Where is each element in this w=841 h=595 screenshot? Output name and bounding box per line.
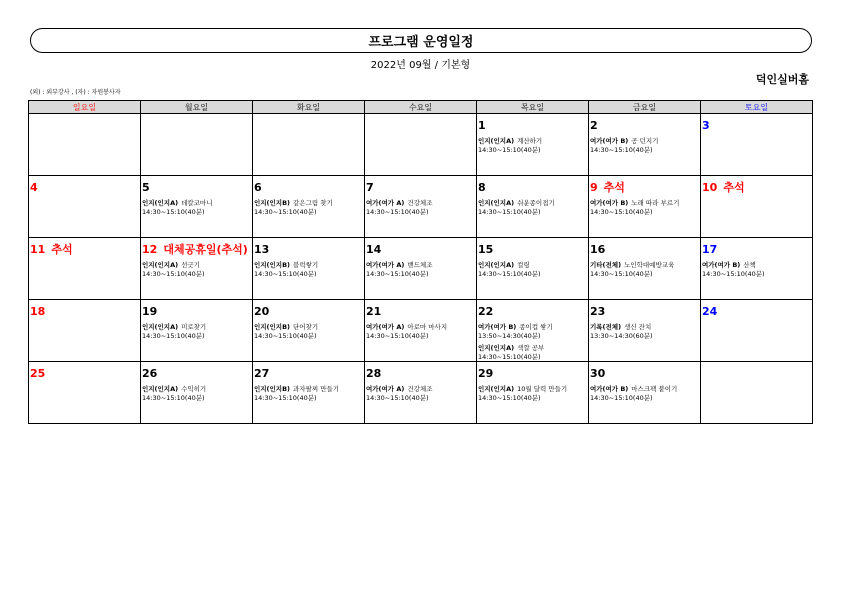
program-time: 14:30~15:10(40분): [254, 208, 317, 216]
program-time: 14:30~15:10(40분): [478, 146, 541, 154]
program-category: 여가(여가 A): [366, 385, 405, 393]
program-entry: [254, 195, 363, 208]
day-cell: [29, 114, 141, 176]
program-time: 13:50~14:30(40분): [478, 332, 541, 340]
program-time: 14:30~15:10(40분): [142, 208, 205, 216]
page-subtitle: 2022년 09월 / 기본형: [370, 60, 471, 71]
program-entry: [478, 319, 587, 332]
program-category: 인지(인지B): [254, 261, 291, 269]
program-entry: [366, 195, 475, 208]
program-activity: 노래 따라 부르기: [631, 199, 680, 207]
program-time: 14:30~15:10(40분): [478, 208, 541, 216]
program-category: 여가(여가 B): [478, 323, 517, 331]
program-category: 인지(인지A): [142, 261, 179, 269]
day-number: 22: [478, 305, 494, 318]
day-cell: [589, 176, 701, 238]
program-category: 기타(전체): [590, 261, 622, 269]
day-cell: [253, 114, 365, 176]
day-number: 7: [366, 181, 374, 194]
day-cell: [141, 362, 253, 424]
program-time: 14:30~15:10(40분): [142, 394, 205, 402]
legend-note: (외) : 외부강사 , (자) : 자원봉사자: [30, 89, 121, 96]
day-cell: [141, 238, 253, 300]
program-activity: 10월 달력 만들기: [517, 385, 568, 393]
day-number: 28: [366, 367, 382, 380]
day-cell: [365, 176, 477, 238]
day-cell: [253, 362, 365, 424]
weekday-header-row: [29, 101, 813, 114]
day-number: 4: [30, 181, 38, 194]
program-category: 인지(인지B): [254, 323, 291, 331]
program-category: 여가(여가 B): [590, 385, 629, 393]
day-number: 16: [590, 243, 606, 256]
program-activity: 아로마 마사지: [407, 323, 448, 331]
day-number: 21: [366, 305, 382, 318]
day-number: 15: [478, 243, 494, 256]
holiday-label: 대체공휴일(추석): [163, 243, 248, 256]
program-activity: 건강체조: [407, 199, 433, 207]
weekday-header-wed: 수요일: [365, 101, 477, 114]
day-cell: [589, 300, 701, 362]
program-entry: [590, 133, 699, 146]
program-activity: 밴드체조: [407, 261, 433, 269]
program-category: 인지(인지A): [478, 199, 515, 207]
day-cell: [253, 176, 365, 238]
weekday-header-sun: 일요일: [29, 101, 141, 114]
day-number: 19: [142, 305, 158, 318]
page-title: 프로그램 운영일정: [368, 35, 474, 50]
program-category: 인지(인지A): [478, 344, 515, 352]
calendar-table: [28, 100, 813, 424]
program-activity: 데칼코마니: [181, 199, 213, 207]
day-number: 2: [590, 119, 598, 132]
program-category: 여가(여가 B): [590, 199, 629, 207]
day-cell: [253, 238, 365, 300]
program-entry: [366, 381, 475, 394]
program-entry: [254, 319, 363, 332]
program-entry: [478, 133, 587, 146]
day-number: 11: [30, 243, 46, 256]
program-time: 14:30~15:10(40분): [590, 146, 653, 154]
program-entry: [366, 319, 475, 332]
program-entry: [142, 319, 251, 332]
page-title-frame: [30, 28, 812, 53]
day-number: 6: [254, 181, 262, 194]
weekday-header-sat: 토요일: [701, 101, 813, 114]
week-row: [29, 362, 813, 424]
program-activity: 과자팔찌 만들기: [293, 385, 340, 393]
program-category: 인지(인지B): [254, 385, 291, 393]
program-category: 인지(인지A): [478, 137, 515, 145]
facility-name: 덕인실버홈: [755, 73, 809, 86]
program-category: 여가(여가 B): [702, 261, 741, 269]
program-activity: 블럭쌓기: [293, 261, 319, 269]
day-cell: [701, 114, 813, 176]
program-time: 14:30~15:10(40분): [366, 270, 429, 278]
program-time: 13:30~14:30(60분): [590, 332, 653, 340]
day-cell: [701, 362, 813, 424]
program-category: 인지(인지A): [478, 261, 515, 269]
program-category: 여가(여가 A): [366, 261, 405, 269]
day-cell: [141, 300, 253, 362]
day-cell: [701, 300, 813, 362]
day-cell: [29, 238, 141, 300]
program-category: 인지(인지A): [478, 385, 515, 393]
program-time: 14:30~15:10(40분): [254, 270, 317, 278]
day-cell: [365, 238, 477, 300]
program-time: 14:30~15:10(40분): [478, 353, 541, 361]
holiday-label: 추석: [51, 243, 73, 256]
program-time: 14:30~15:10(40분): [478, 394, 541, 402]
week-row: [29, 300, 813, 362]
program-activity: 같은그림 찾기: [293, 199, 333, 207]
day-cell: [141, 114, 253, 176]
program-activity: 수익히기: [181, 385, 207, 393]
program-time: 14:30~15:10(40분): [366, 208, 429, 216]
weekday-header-fri: 금요일: [589, 101, 701, 114]
holiday-label: 추석: [603, 181, 625, 194]
program-category: 인지(인지A): [142, 323, 179, 331]
day-number: 12: [142, 243, 158, 256]
program-entry: [478, 381, 587, 394]
program-category: 인지(인지A): [142, 385, 179, 393]
day-cell: [477, 176, 589, 238]
program-time: 14:30~15:10(40분): [142, 332, 205, 340]
day-number: 9: [590, 181, 598, 194]
program-time: 14:30~15:10(40분): [590, 394, 653, 402]
program-activity: 단어찾기: [293, 323, 319, 331]
program-entry: [590, 381, 699, 394]
day-number: 1: [478, 119, 486, 132]
program-entry: [478, 340, 587, 353]
program-entry: [478, 195, 587, 208]
program-category: 여가(여가 A): [366, 323, 405, 331]
day-cell: [477, 238, 589, 300]
day-cell: [141, 176, 253, 238]
program-entry: [702, 257, 811, 270]
program-category: 인지(인지A): [142, 199, 179, 207]
weekday-header-mon: 월요일: [141, 101, 253, 114]
program-activity: 건강체조: [407, 385, 433, 393]
program-entry: [142, 195, 251, 208]
day-number: 23: [590, 305, 606, 318]
day-cell: [477, 362, 589, 424]
week-row: [29, 238, 813, 300]
program-activity: 쉬운종이접기: [517, 199, 555, 207]
program-activity: 컬링: [517, 261, 530, 269]
program-time: 14:30~15:10(40분): [366, 332, 429, 340]
day-number: 24: [702, 305, 718, 318]
program-activity: 종이컵 쌓기: [519, 323, 553, 331]
day-number: 8: [478, 181, 486, 194]
program-time: 14:30~15:10(40분): [254, 332, 317, 340]
program-activity: 산책: [743, 261, 756, 269]
day-number: 30: [590, 367, 606, 380]
program-time: 14:30~15:10(40분): [590, 270, 653, 278]
day-number: 3: [702, 119, 710, 132]
day-cell: [365, 362, 477, 424]
day-number: 14: [366, 243, 382, 256]
day-cell: [29, 362, 141, 424]
program-entry: [366, 257, 475, 270]
holiday-label: 추석: [723, 181, 745, 194]
week-row: [29, 114, 813, 176]
day-number: 18: [30, 305, 46, 318]
day-number: 26: [142, 367, 158, 380]
day-number: 20: [254, 305, 270, 318]
program-entry: [590, 195, 699, 208]
day-number: 27: [254, 367, 270, 380]
day-cell: [29, 176, 141, 238]
day-cell: [701, 238, 813, 300]
program-entry: [142, 257, 251, 270]
weekday-header-thu: 목요일: [477, 101, 589, 114]
week-row: [29, 176, 813, 238]
program-activity: 미로찾기: [181, 323, 207, 331]
day-cell: [701, 176, 813, 238]
program-category: 여가(여가 B): [590, 137, 629, 145]
program-entry: [254, 381, 363, 394]
day-cell: [589, 362, 701, 424]
program-time: 14:30~15:10(40분): [142, 270, 205, 278]
program-entry: [590, 257, 699, 270]
program-activity: 선긋기: [181, 261, 200, 269]
day-cell: [29, 300, 141, 362]
day-number: 29: [478, 367, 494, 380]
program-activity: 노인학대예방교육: [624, 261, 675, 269]
program-category: 기록(전체): [590, 323, 622, 331]
program-category: 여가(여가 A): [366, 199, 405, 207]
program-entry: [254, 257, 363, 270]
day-number: 25: [30, 367, 46, 380]
day-number: 13: [254, 243, 270, 256]
day-cell: [365, 114, 477, 176]
program-activity: 색깔 공부: [517, 344, 545, 352]
program-entry: [142, 381, 251, 394]
program-activity: 마스크팩 붙이기: [631, 385, 678, 393]
program-time: 14:30~15:10(40분): [366, 394, 429, 402]
program-time: 14:30~15:10(40분): [478, 270, 541, 278]
program-entry: [478, 257, 587, 270]
day-cell: [365, 300, 477, 362]
day-cell: [589, 114, 701, 176]
day-number: 10: [702, 181, 718, 194]
program-activity: 계산하기: [517, 137, 543, 145]
program-entry: [590, 319, 699, 332]
weekday-header-tue: 화요일: [253, 101, 365, 114]
day-number: 5: [142, 181, 150, 194]
day-number: 17: [702, 243, 718, 256]
day-cell: [477, 300, 589, 362]
day-cell: [589, 238, 701, 300]
program-category: 인지(인지B): [254, 199, 291, 207]
day-cell: [477, 114, 589, 176]
program-time: 14:30~15:10(40분): [702, 270, 765, 278]
program-activity: 공 던지기: [631, 137, 659, 145]
program-activity: 생신 잔치: [624, 323, 652, 331]
day-cell: [253, 300, 365, 362]
program-time: 14:30~15:10(40분): [254, 394, 317, 402]
program-time: 14:30~15:10(40분): [590, 208, 653, 216]
